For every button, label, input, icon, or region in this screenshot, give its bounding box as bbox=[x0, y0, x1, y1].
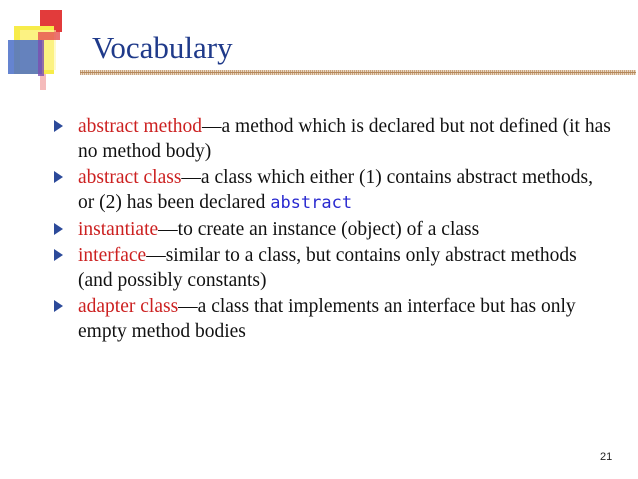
list-item bbox=[54, 243, 614, 293]
list-item bbox=[54, 217, 614, 242]
vocabulary-definition: —similar to a class, but contains only abstract methods (and possibly constants) bbox=[78, 245, 577, 291]
title-underline-rule bbox=[80, 70, 636, 75]
bullet-icon bbox=[54, 300, 63, 312]
vocabulary-definition: —a class that implements an interface but has only empty method bodies bbox=[78, 296, 576, 342]
list-item bbox=[54, 165, 614, 216]
bullet-icon bbox=[54, 120, 63, 132]
vocabulary-definition: —to create an instance (object) of a class bbox=[158, 219, 480, 240]
slide-logo-squares bbox=[0, 0, 90, 90]
vocabulary-term: instantiate bbox=[78, 219, 159, 240]
vocabulary-list bbox=[54, 114, 614, 345]
bullet-icon bbox=[54, 171, 63, 183]
code-keyword: abstract bbox=[270, 193, 353, 213]
vocabulary-definition: —a method which is declared but not defined (it has no method body) bbox=[78, 116, 611, 162]
list-item bbox=[54, 294, 614, 344]
vocabulary-term: interface bbox=[78, 245, 147, 266]
vocabulary-term: abstract method bbox=[78, 116, 202, 137]
list-item bbox=[54, 114, 614, 164]
slide-title: Vocabulary bbox=[92, 30, 233, 65]
vocabulary-term: adapter class bbox=[78, 296, 179, 317]
bullet-icon bbox=[54, 223, 63, 235]
page-number: 21 bbox=[600, 451, 613, 463]
bullet-icon bbox=[54, 249, 63, 261]
vocabulary-definition: —a class which either (1) contains abstract methods, or (2) has been declared bbox=[78, 167, 593, 213]
vocabulary-term: abstract class bbox=[78, 167, 182, 188]
